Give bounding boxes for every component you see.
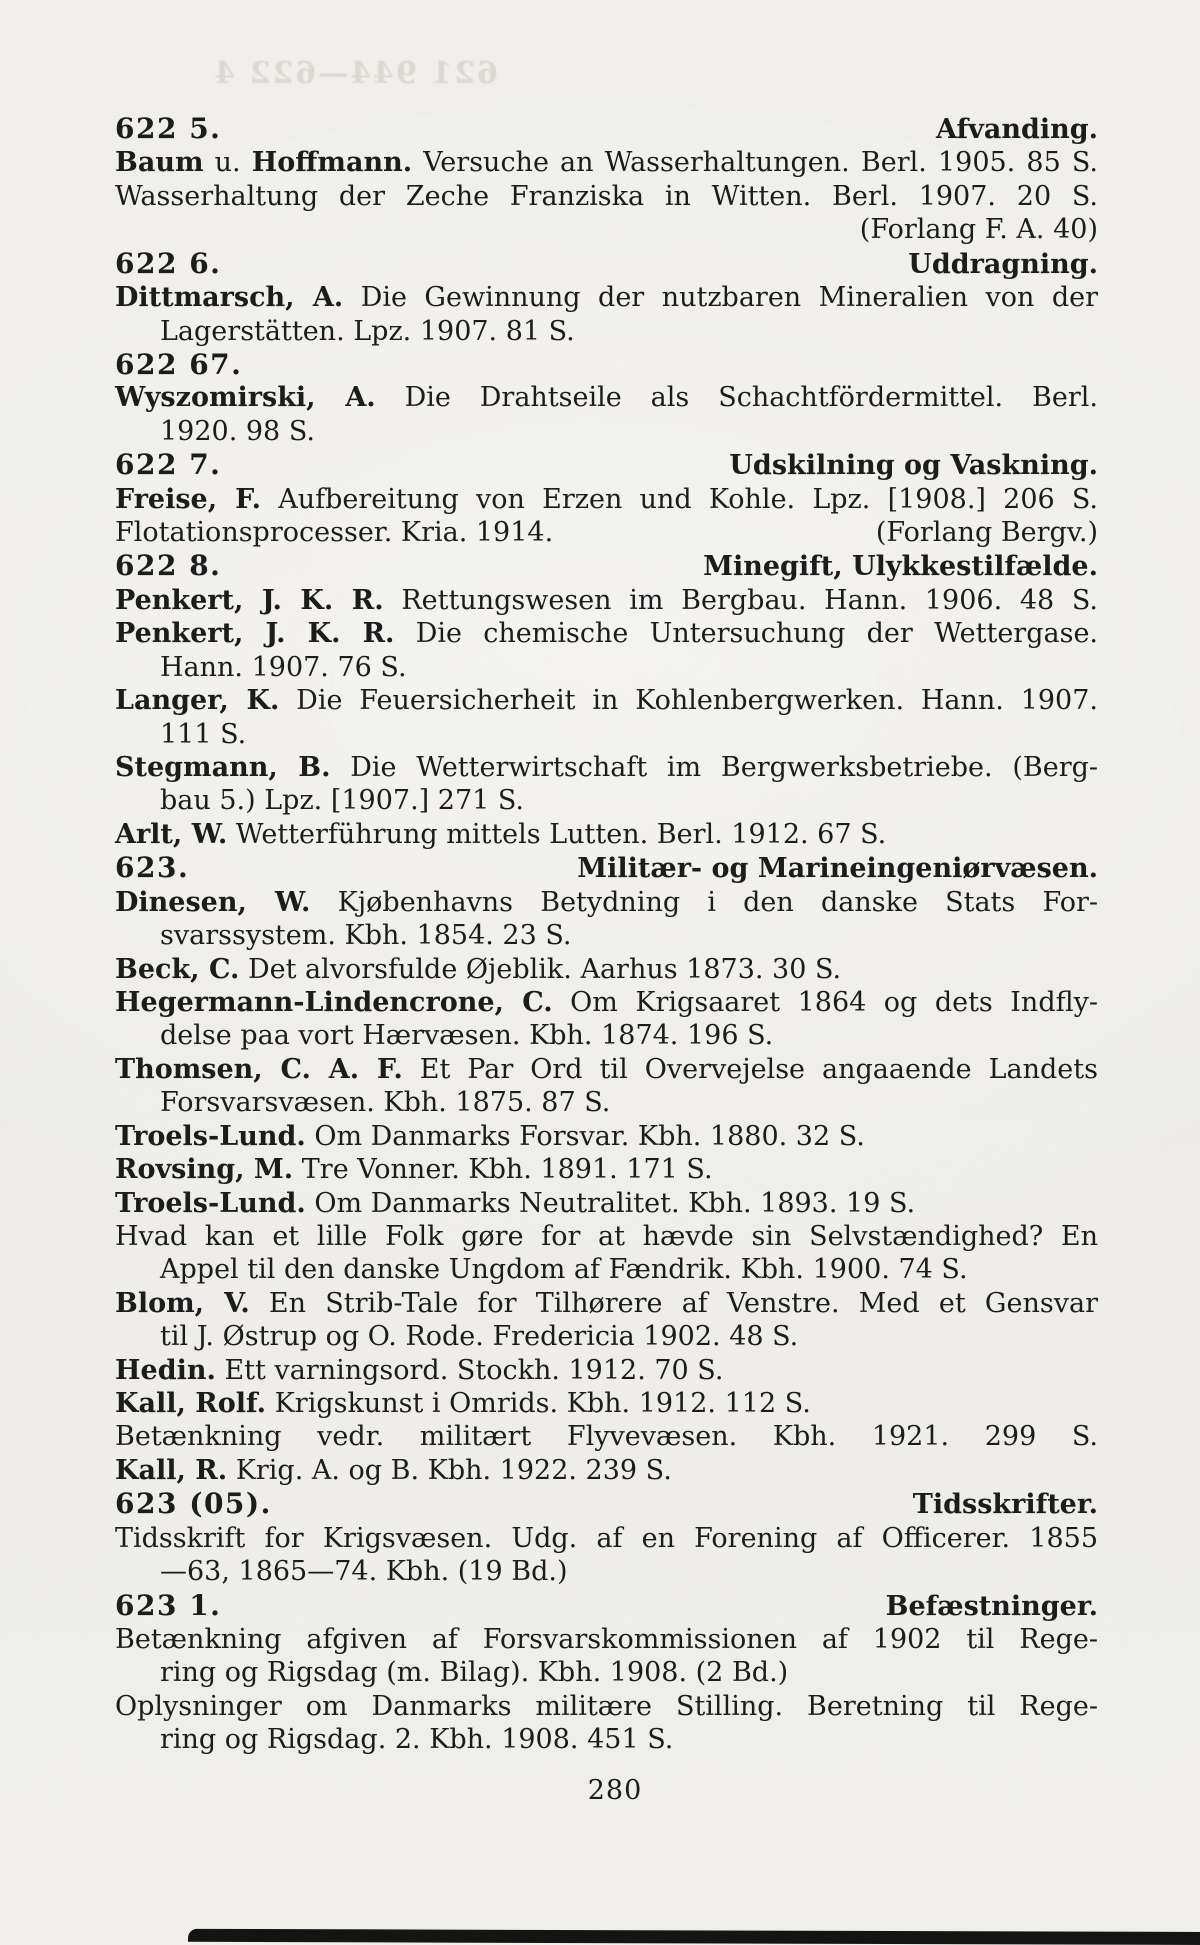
publisher-note: (Forlang Bergv.) (875, 517, 1098, 549)
bib-line (115, 516, 1098, 549)
bib-line (115, 1690, 1098, 1723)
bib-line-left: Flotationsprocesser. Kria. 1914. (115, 517, 554, 549)
bib-text: Betænkning afgiven af Forsvarskommissionen af 1902 til Rege- (115, 1623, 1098, 1655)
category-title: Udskilning og Vaskning. (729, 450, 1098, 482)
bib-text: Die chemische Untersuchung der Wettergase. (394, 618, 1098, 650)
bib-text: Krig. A. og B. Kbh. 1922. 239 S. (227, 1454, 672, 1486)
category-title: Afvanding. (936, 114, 1098, 145)
bib-line (115, 986, 1098, 1019)
bib-text: Rettungswesen im Bergbau. Hann. 1906. 48 S. (383, 584, 1098, 616)
category-title: Befæstninger. (885, 1590, 1098, 1622)
bib-line (115, 281, 1098, 314)
bib-line (115, 1723, 1098, 1756)
bib-line (115, 1454, 1098, 1487)
author-name: Rovsing, M. (115, 1154, 294, 1186)
bib-text: Lagerstätten. Lpz. 1907. 81 S. (160, 315, 575, 347)
bibliography (115, 112, 1098, 1757)
bib-text: Om Krigsaaret 1864 og dets Indfly- (552, 986, 1098, 1018)
bib-line (115, 483, 1098, 516)
section-heading (115, 851, 1098, 885)
bib-line (115, 584, 1098, 617)
bib-text: ring og Rigsdag. 2. Kbh. 1908. 451 S. (160, 1724, 674, 1756)
bib-text: Kjøbenhavns Betydning i den danske Stats For- (310, 886, 1098, 918)
bib-text: Aufbereitung von Erzen und Kohle. Lpz. [1908.] 206 S. (261, 483, 1099, 515)
bib-text: En Strib-Tale for Tilhørere af Venstre. Med et Gensvar (249, 1287, 1098, 1319)
bib-line (115, 1320, 1098, 1353)
bib-line (115, 1120, 1098, 1153)
category-title: Militær- og Marineingeniørvæsen. (577, 853, 1098, 885)
bib-text: Hvad kan et lille Folk gøre for at hævde sin Selvstændighed? En (115, 1220, 1098, 1252)
bleedthrough-header-text: 621 944—622 4 (212, 56, 498, 91)
author-name: Langer, K. (115, 685, 280, 717)
bib-text: Oplysninger om Danmarks militære Stilling. Beretning til Rege- (115, 1690, 1098, 1722)
bib-line (115, 818, 1098, 851)
class-number: 622 8. (115, 549, 222, 583)
bib-text: Tre Vonner. Kbh. 1891. 171 S. (293, 1154, 713, 1186)
bib-line (115, 315, 1098, 348)
bib-line (115, 1420, 1098, 1453)
bib-text: Om Danmarks Forsvar. Kbh. 1880. 32 S. (305, 1120, 865, 1152)
bib-text: delse paa vort Hærvæsen. Kbh. 1874. 196 S. (160, 1020, 774, 1052)
class-number: 622 6. (115, 246, 222, 280)
bib-line (115, 718, 1098, 751)
author-name: Kall, R. (115, 1454, 228, 1486)
bib-line (115, 1656, 1098, 1689)
author-name: Troels-Lund. (115, 1120, 306, 1152)
bib-text: Det alvorsfulde Øjeblik. Aarhus 1873. 30 S. (239, 953, 842, 985)
bib-text: Betænkning vedr. militært Flyvevæsen. Kbh. 1921. 299 S. (115, 1421, 1098, 1453)
author-name: Arlt, W. (115, 818, 228, 850)
author-name: Kall, Rolf. (115, 1388, 267, 1420)
author-name: Baum (115, 147, 204, 179)
bib-line (115, 1555, 1098, 1588)
bib-line (115, 953, 1098, 986)
bib-text: Die Drahtseile als Schachtfördermittel. Berl. (375, 382, 1098, 414)
bib-text: Hann. 1907. 76 S. (160, 651, 407, 683)
bib-line (115, 651, 1098, 684)
publisher-note: (Forlang F. A. 40) (859, 214, 1098, 246)
bib-text: Tidsskrift for Krigsvæsen. Udg. af en Forening af Officerer. 1855 (115, 1522, 1098, 1554)
class-number: 622 7. (115, 448, 222, 482)
bib-text: u. (203, 147, 252, 179)
bib-text: Die Feuersicherheit in Kohlenbergwerken. Hann. 1907. (279, 685, 1099, 717)
section-heading (115, 112, 1098, 146)
author-name: Blom, V. (115, 1287, 250, 1319)
bib-line (115, 1623, 1098, 1656)
bib-line (115, 1153, 1098, 1186)
bib-text: 111 S. (160, 718, 247, 750)
scan-edge-shadow (188, 1929, 1200, 1945)
bib-line (115, 146, 1098, 179)
section-heading (115, 549, 1098, 583)
section-heading (115, 1589, 1098, 1623)
bib-line (115, 1220, 1098, 1253)
section-heading (115, 448, 1098, 482)
bib-line (115, 1522, 1098, 1555)
bib-text: til J. Østrup og O. Rode. Fredericia 1902. 48 S. (160, 1321, 799, 1353)
bib-text: Wetterführung mittels Lutten. Berl. 1912. 67 S. (227, 818, 887, 850)
bib-line (115, 886, 1098, 919)
author-name: Stegmann, B. (115, 752, 331, 784)
bib-line (115, 1253, 1098, 1286)
bib-line (115, 751, 1098, 784)
bib-text: svarssystem. Kbh. 1854. 23 S. (160, 920, 572, 952)
bib-line (115, 1354, 1098, 1387)
author-name: Penkert, J. K. R. (115, 584, 384, 616)
bib-line (115, 1187, 1098, 1220)
bib-text: Ett varningsord. Stockh. 1912. 70 S. (215, 1354, 724, 1386)
bib-line (115, 784, 1098, 817)
author-name: Hoffmann. (251, 147, 413, 179)
class-number: 623. (115, 851, 190, 885)
bib-text: Versuche an Wasserhaltungen. Berl. 1905. 85 S. (412, 147, 1098, 179)
bib-text: Die Wetterwirtschaft im Bergwerksbetriebe. (Berg- (330, 752, 1099, 784)
category-title: Uddragning. (908, 248, 1098, 280)
author-name: Hegermann-Lindencrone, C. (115, 986, 553, 1018)
category-title: Tidsskrifter. (912, 1489, 1098, 1521)
bib-line (115, 1019, 1098, 1052)
bib-line (115, 1387, 1098, 1420)
bib-text: bau 5.) Lpz. [1907.] 271 S. (160, 785, 525, 817)
class-number: 622 67. (115, 347, 243, 381)
bib-text: Appel til den danske Ungdom af Fændrik. Kbh. 1900. 74 S. (160, 1254, 968, 1286)
author-name: Dittmarsch, A. (115, 282, 344, 314)
author-name: Wyszomirski, A. (115, 382, 376, 414)
section-heading (115, 247, 1098, 281)
category-title: Minegift, Ulykkestilfælde. (703, 551, 1098, 583)
section-heading (115, 1487, 1098, 1521)
bib-line (115, 1053, 1098, 1086)
bib-text: —63, 1865—74. Kbh. (19 Bd.) (160, 1556, 568, 1588)
bib-line (115, 415, 1098, 448)
bib-line (115, 919, 1098, 952)
bib-line (115, 684, 1098, 717)
author-name: Penkert, J. K. R. (115, 618, 395, 650)
bib-line (115, 1287, 1098, 1320)
section-heading (115, 348, 1098, 381)
bib-line (115, 1086, 1098, 1119)
author-name: Troels-Lund. (115, 1187, 306, 1219)
author-name: Thomsen, C. A. F. (115, 1053, 403, 1085)
class-number: 623 1. (115, 1588, 222, 1622)
bib-text: Wasserhaltung der Zeche Franziska in Witten. Berl. 1907. 20 S. (115, 180, 1098, 212)
bib-text: Die Gewinnung der nutzbaren Mineralien von der (343, 282, 1098, 314)
bib-text: 1920. 98 S. (160, 415, 315, 447)
author-name: Hedin. (115, 1354, 216, 1386)
bib-line (115, 213, 1098, 246)
bib-text: Et Par Ord til Overvejelse angaaende Landets (402, 1053, 1098, 1085)
page-number: 280 (587, 1775, 643, 1806)
bib-line (115, 180, 1098, 213)
bib-text: Krigskunst i Omrids. Kbh. 1912. 112 S. (266, 1388, 811, 1420)
bib-text: Om Danmarks Neutralitet. Kbh. 1893. 19 S. (305, 1187, 916, 1219)
author-name: Freise, F. (115, 483, 262, 515)
class-number: 623 (05). (115, 1487, 272, 1521)
bib-line (115, 381, 1098, 414)
bib-text: ring og Rigsdag (m. Bilag). Kbh. 1908. (2 Bd.) (160, 1657, 789, 1689)
class-number: 622 5. (115, 112, 222, 145)
author-name: Dinesen, W. (115, 886, 311, 918)
author-name: Beck, C. (115, 953, 240, 985)
bib-text: Forsvarsvæsen. Kbh. 1875. 87 S. (160, 1087, 611, 1119)
bib-line (115, 617, 1098, 650)
